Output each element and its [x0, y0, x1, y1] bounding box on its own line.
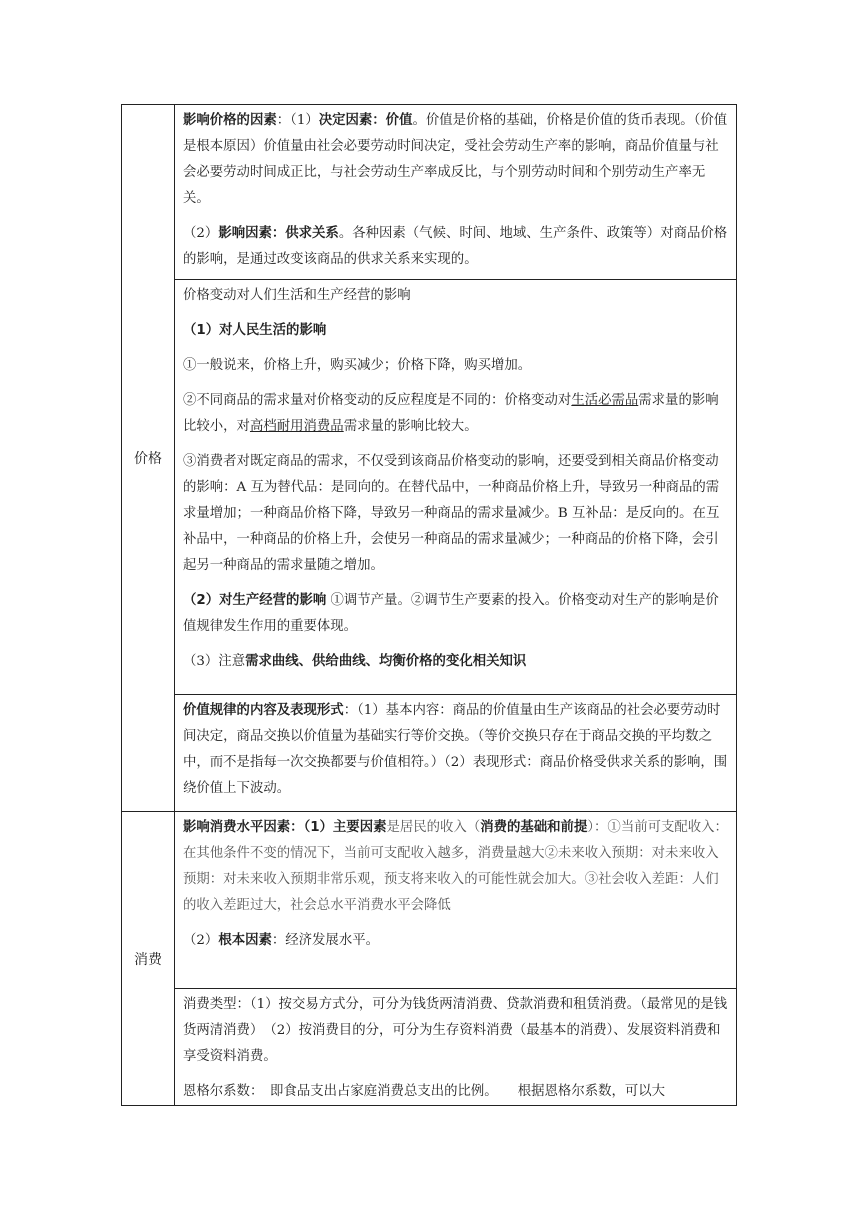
price-row-effects	[122, 280, 737, 695]
text-run: （3）注意	[183, 654, 246, 669]
paragraph	[183, 318, 730, 344]
notes-table	[121, 104, 737, 1106]
text-run: 。价值是价格的基础，价格是价值的货币表现。（价值是根本原因）价值量由社会必要劳动时间决定，受社会劳动生产率的影响，商品价值量与社会必要劳动时间成正比，与社会劳动生产率成反比，与个别劳动时间和个别劳动生产率无关。	[183, 113, 728, 206]
price-row-factors	[122, 105, 737, 280]
bold-text: 根本因素	[218, 933, 272, 948]
paragraph	[183, 1079, 730, 1105]
paragraph	[183, 353, 730, 379]
category-cell-consumption	[122, 812, 175, 1106]
category-cell-price	[122, 105, 175, 812]
bold-text: 影响因素：供求关系	[218, 226, 339, 241]
text-run: 恩格尔系数： 即食品支出占家庭消费总支出的比例。 根据恩格尔系数，可以大	[183, 1084, 666, 1099]
paragraph	[183, 588, 730, 640]
paragraph	[183, 815, 730, 919]
bold-text: 消费的基础和前提	[480, 820, 588, 835]
content-cell	[175, 812, 737, 989]
paragraph	[183, 108, 730, 212]
underlined-term: 高档耐用消费品	[249, 419, 344, 434]
text-run: ：（1）	[276, 113, 319, 128]
text-run: ①调节产量。②调节生产要素的投入。价格变动对生产的影响是价值规律发生作用的重要体现。	[183, 593, 719, 634]
paragraph	[183, 449, 730, 579]
paragraph	[183, 283, 730, 309]
content-cell	[175, 695, 737, 812]
text-run: （2）	[183, 933, 219, 948]
text-run: ）：①当前可支配收入：在其他条件不变的情况下，当前可支配收入越多，消费量越大②未来收入预期：对未来收入预期：对未来收入预期非常乐观，预支将来收入的可能性就会加大。③社会收入差距：人们的收入差距过大，社会总水平消费水平会降低	[183, 820, 728, 913]
content-cell	[175, 280, 737, 695]
text-run: 需求量的影响比较大。	[343, 419, 478, 434]
text-run: ③消费者对既定商品的需求，不仅受到该商品价格变动的影响，还要受到相关商品价格变动的影响：A 互为替代品：是同向的。在替代品中，一种商品价格上升，导致另一种商品的需求量增加；一种商品价格下降，导致另一种商品的需求量减少。B 互补品：是反向的。在互补品中，一种商品的价格上升，会使另一种商品的需求量减少；一种商品的价格下降，会引起另一种商品的需求量随之增加。	[183, 454, 720, 573]
price-row-value-law	[122, 695, 737, 812]
paragraph	[183, 928, 730, 954]
category-label: 消费	[134, 951, 162, 968]
text-run: ：（1）基本内容：商品的价值量由生产该商品的社会必要劳动时间决定，商品交换以价值量为基础实行等价交换。（等价交换只存在于商品交换的平均数之中，而不是指每一次交换都要与价值相符。）（2）表现形式：商品价格受供求关系的影响，围绕价值上下波动。	[183, 703, 728, 796]
paragraph	[183, 221, 730, 273]
text-run: 。各种因素（气候、时间、地域、生产条件、政策等）对商品价格的影响，是通过改变该商品的供求关系来实现的。	[183, 226, 728, 267]
text-run: ②不同商品的需求量对价格变动的反应程度是不同的：价格变动对	[183, 393, 572, 408]
consumption-row-types	[122, 989, 737, 1106]
consumption-row-factors	[122, 812, 737, 989]
paragraph	[183, 698, 730, 802]
bold-text: （2）对生产经营的影响	[183, 593, 327, 608]
paragraph	[183, 388, 730, 440]
bold-text: 影响价格的因素	[183, 113, 277, 128]
paragraph	[183, 992, 730, 1070]
category-label: 价格	[134, 451, 162, 467]
bold-text: 价值规律的内容及表现形式	[183, 703, 344, 718]
text-run: 需求量的影响比较小，对	[183, 393, 719, 434]
text-run: 是居民的收入（	[386, 820, 481, 835]
bold-text: 需求曲线、供给曲线、均衡价格的变化相关知识	[245, 654, 527, 669]
content-cell	[175, 989, 737, 1106]
bold-text: 影响消费水平因素：（1）主要因素	[183, 820, 387, 835]
text-run: ①一般说来，价格上升，购买减少；价格下降，购买增加。	[183, 358, 532, 373]
text-run: ：经济发展水平。	[271, 933, 379, 948]
text-run: 消费类型：（1）按交易方式分，可分为钱货两清消费、贷款消费和租赁消费。（最常见的是钱货两清消费） （2）按消费目的分，可分为生存资料消费（最基本的消费）、发展资料消费和享受资料消费。	[183, 997, 728, 1064]
bold-text: 决定因素：价值	[318, 113, 413, 128]
underlined-term: 生活必需品	[571, 393, 639, 408]
text-run: （2）	[183, 226, 219, 241]
content-cell	[175, 105, 737, 280]
bold-text: （1）对人民生活的影响	[183, 323, 327, 338]
paragraph	[183, 649, 730, 675]
text-run: 价格变动对人们生活和生产经营的影响	[183, 288, 411, 303]
